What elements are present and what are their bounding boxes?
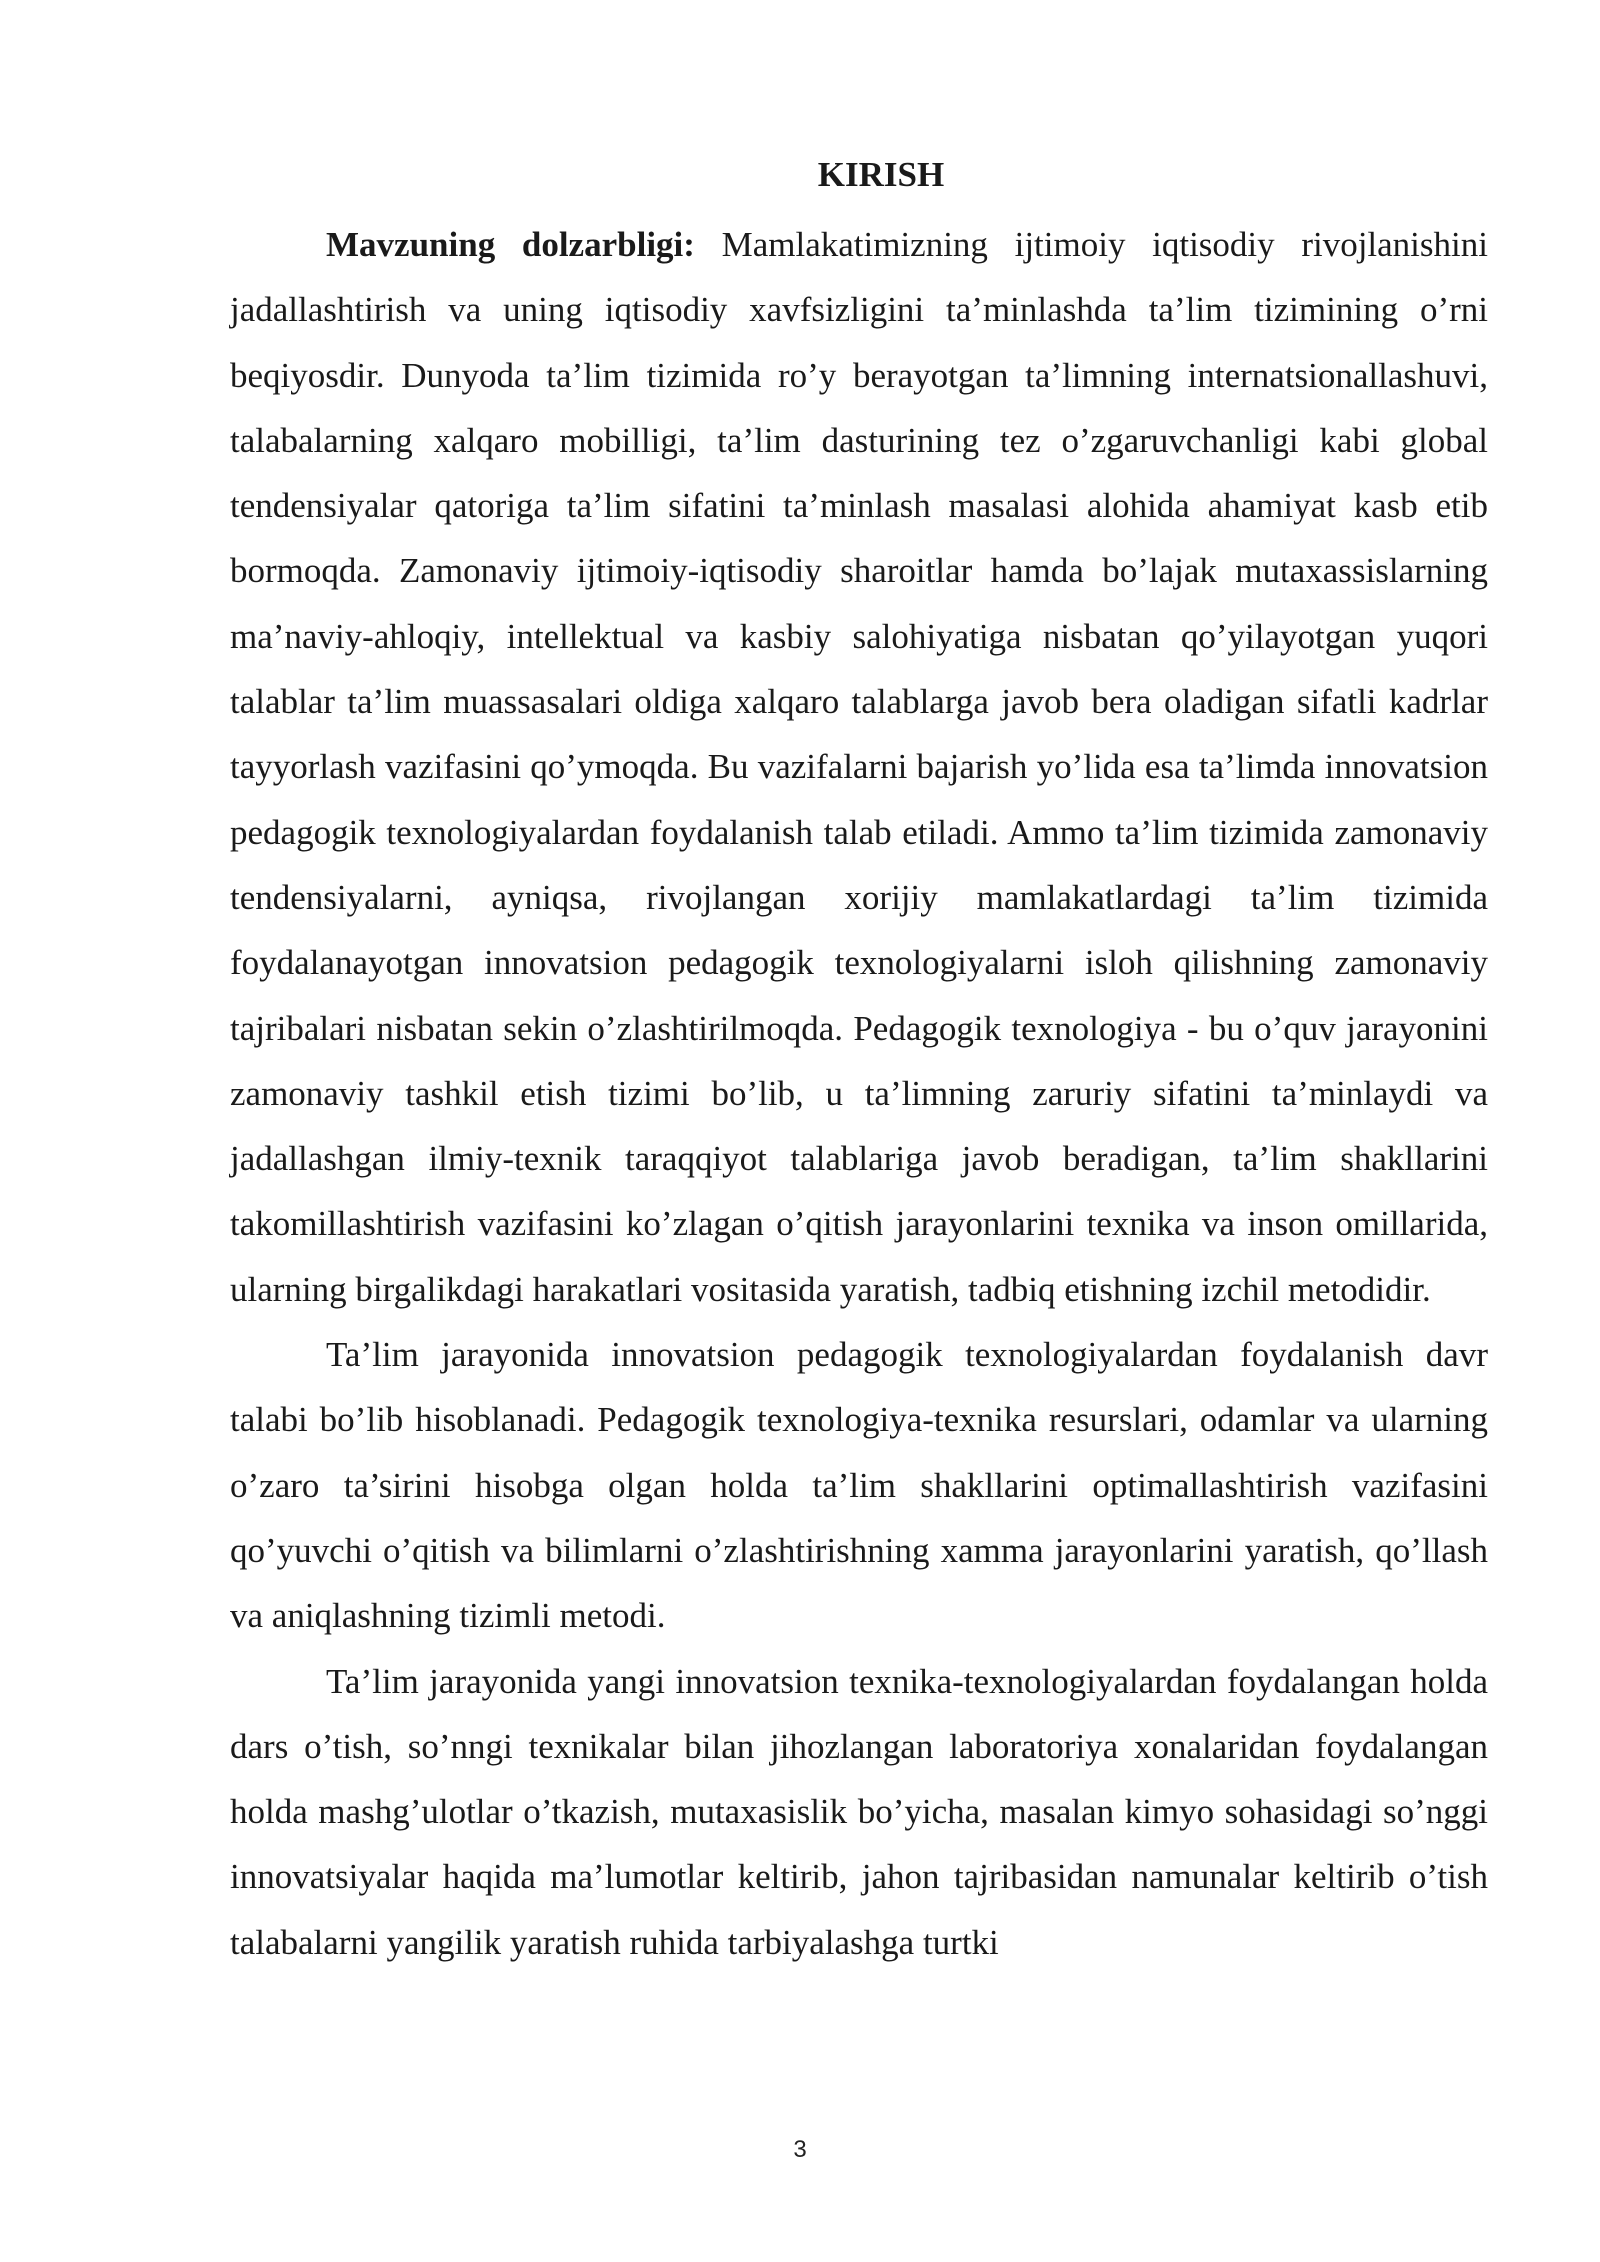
paragraph-text: Ta’lim jarayonida innovatsion pedagogik texnologiyalardan foydalanish davr talabi bo’lib hisoblanadi. Pedagogik texnologiya-texnika resurslari, odamlar va ularning o’zaro ta’sirini hisobga olgan holda ta’lim shakllarini optimallashtirish vazifasini qo’yuvchi o’qitish va bilimlarni o’zlashtirishning xamma jarayonlarini yaratish, qo’llash va aniqlashning tizimli metodi. (230, 1335, 1488, 1636)
page-number: 3 (793, 2136, 807, 2163)
page-content (230, 148, 1488, 1975)
paragraph-text: Mamlakatimizning ijtimoiy iqtisodiy rivojlanishini jadallashtirish va uning iqtisodiy xavfsizligini ta’minlashda ta’lim tizimining o’rni beqiyosdir. Dunyoda ta’lim tizimida ro’y berayotgan ta’limning internatsionallashuvi, talabalarning xalqaro mobilligi, ta’lim dasturining tez o’zgaruvchanligi kabi global tendensiyalar qatoriga ta’lim sifatini ta’minlash masalasi alohida ahamiyat kasb etib bormoqda. Zamonaviy ijtimoiy-iqtisodiy sharoitlar hamda bo’lajak mutaxassislarning ma’naviy-ahloqiy, intellektual va kasbiy salohiyatiga nisbatan qo’yilayotgan yuqori talablar ta’lim muassasalari oldiga xalqaro talablarga javob bera oladigan sifatli kadrlar tayyorlash vazifasini qo’ymoqda. Bu vazifalarni bajarish yo’lida esa ta’limda innovatsion pedagogik texnologiyalardan foydalanish talab etiladi. Ammo ta’lim tizimida zamonaviy tendensiyalarni, ayniqsa, rivojlangan xorijiy mamlakatlardagi ta’lim tizimida foydalanayotgan innovatsion pedagogik texnologiyalarni isloh qilishning zamonaviy tajribalari nisbatan sekin o’zlashtirilmoqda. Pedagogik texnologiya - bu o’quv jarayonini zamonaviy tashkil etish tizimi bo’lib, u ta’limning zaruriy sifatini ta’minlaydi va jadallashgan ilmiy-texnik taraqqiyot talablariga javob beradigan, ta’lim shakllarini takomillashtirish vazifasini ko’zlagan o’qitish jarayonlarini texnika va inson omillarida, ularning birgalikdagi harakatlari vositasida yaratish, tadbiq etishning izchil metodidir. (230, 225, 1488, 1309)
paragraph-text: Ta’lim jarayonida yangi innovatsion texnika-texnologiyalardan foydalangan holda dars o’tish, so’nngi texnikalar bilan jihozlangan laboratoriya xonalaridan foydalangan holda mashg’ulotlar o’tkazish, mutaxasislik bo’yicha, masalan kimyo sohasidagi so’nggi innovatsiyalar haqida ma’lumotlar keltirib, jahon tajribasidan namunalar keltirib o’tish talabalarni yangilik yaratish ruhida tarbiyalashga turtki (230, 1661, 1488, 1962)
section-heading: KIRISH (817, 155, 945, 194)
paragraph-relevance (230, 212, 1488, 1322)
paragraph-lead-label: Mavzuning dolzarbligi: (326, 225, 695, 264)
paragraph-pedagogical-technology (230, 1322, 1488, 1648)
paragraph-innovative-teaching (230, 1649, 1488, 1975)
